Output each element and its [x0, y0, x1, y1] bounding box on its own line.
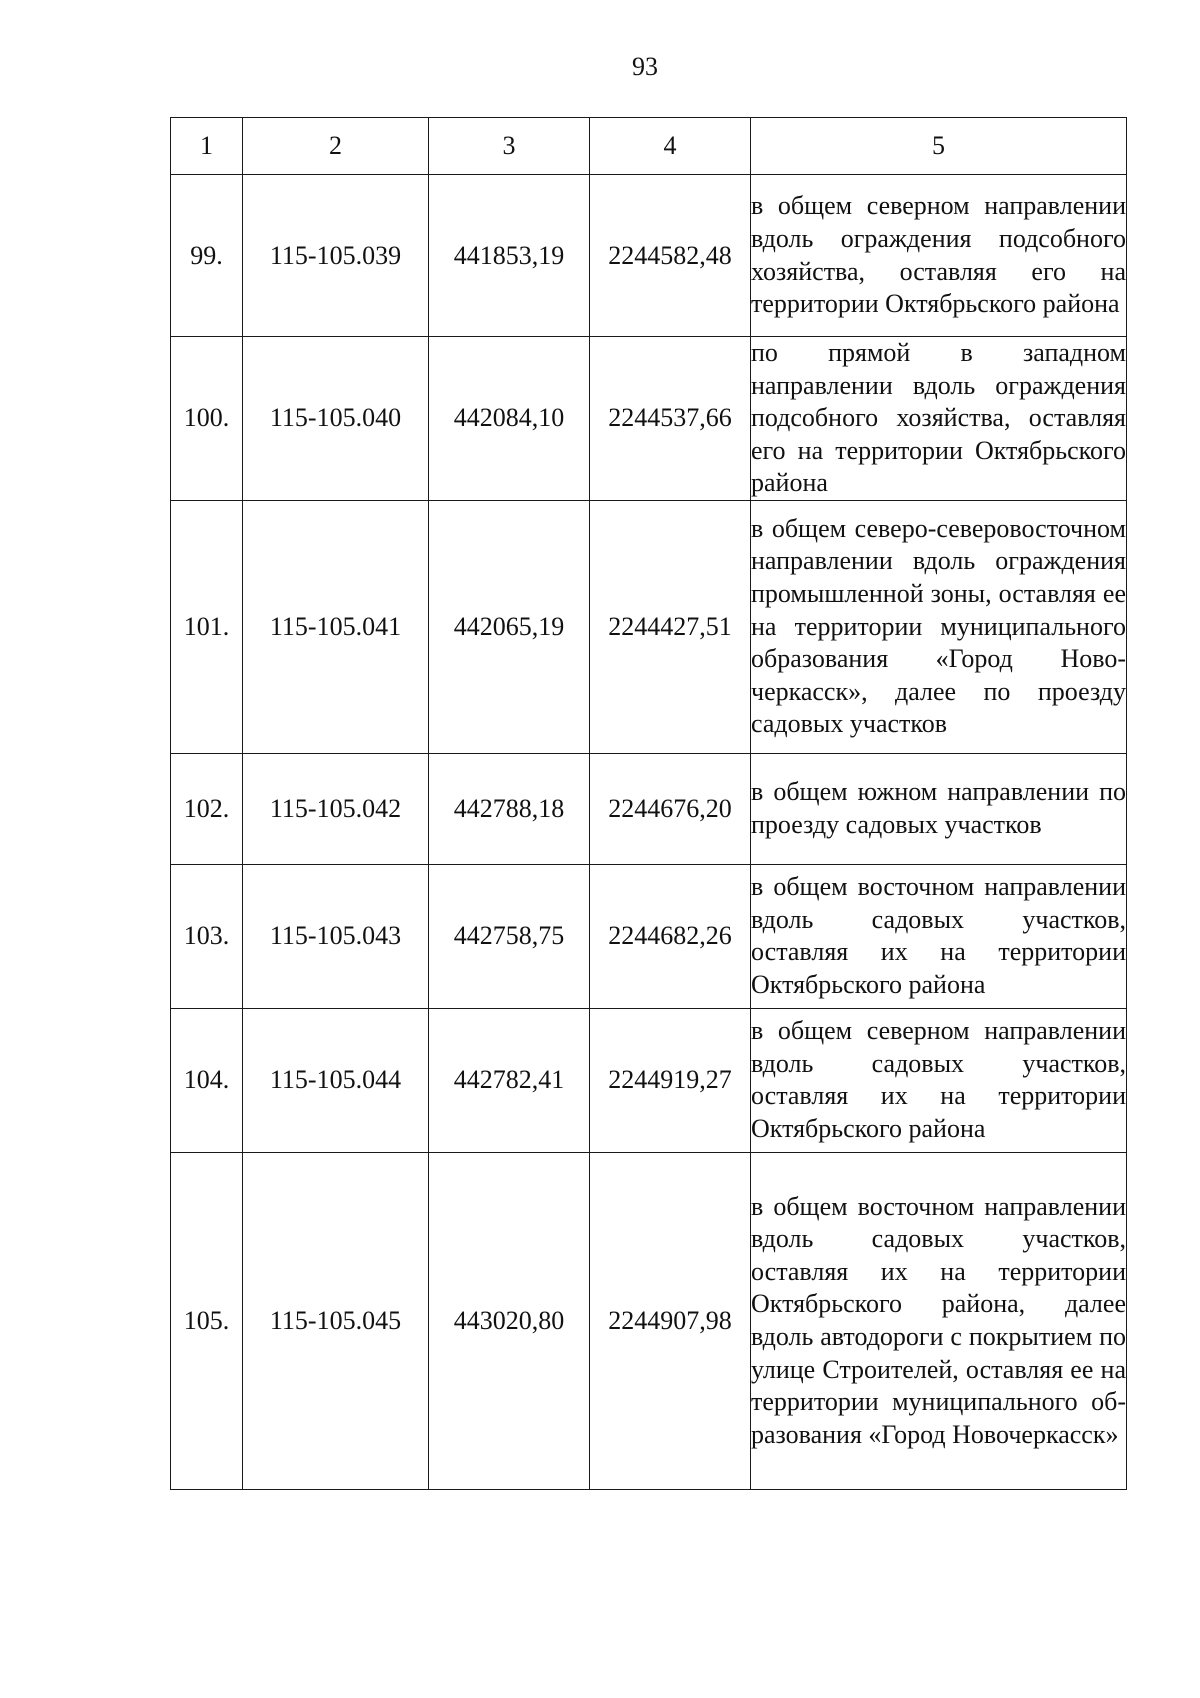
- boundary-description: в общем восточном направлении вдоль садовых участков, оставляя их на территории Октябрьского района, далее вдоль автодороги с покрытием по улице Строителей, оставляя ее на территории муниципального образования «Город Новочеркасск»: [751, 1152, 1127, 1489]
- column-header-2: 2: [243, 118, 429, 175]
- column-header-4: 4: [590, 118, 751, 175]
- coordinate-x: 442758,75: [429, 864, 590, 1008]
- table-header-row: [171, 118, 1127, 175]
- row-number: 103.: [171, 864, 243, 1008]
- coordinate-x: 443020,80: [429, 1152, 590, 1489]
- table-row: [171, 337, 1127, 501]
- boundary-description: в общем южном направлении по проезду садовых участков: [751, 753, 1127, 864]
- column-header-3: 3: [429, 118, 590, 175]
- coordinate-y: 2244919,27: [590, 1008, 751, 1152]
- point-code: 115-105.042: [243, 753, 429, 864]
- boundary-points-table: [170, 117, 1127, 1490]
- row-number: 105.: [171, 1152, 243, 1489]
- row-number: 102.: [171, 753, 243, 864]
- table-row: [171, 1152, 1127, 1489]
- table-row: [171, 864, 1127, 1008]
- coordinate-x: 442065,19: [429, 500, 590, 753]
- boundary-description: в общем северном направлении вдоль ограждения подсобного хозяйства, оставляя его на территории Октябрьского района: [751, 175, 1127, 337]
- coordinate-y: 2244682,26: [590, 864, 751, 1008]
- coordinate-x: 441853,19: [429, 175, 590, 337]
- row-number: 99.: [171, 175, 243, 337]
- coordinate-x: 442084,10: [429, 337, 590, 501]
- coordinate-y: 2244582,48: [590, 175, 751, 337]
- row-number: 104.: [171, 1008, 243, 1152]
- boundary-description: в общем восточном направлении вдоль садовых участков, оставляя их на территории Октябрьского района: [751, 864, 1127, 1008]
- table-row: [171, 175, 1127, 337]
- boundary-description: в общем северном направлении вдоль садовых участков, оставляя их на территории Октябрьского района: [751, 1008, 1127, 1152]
- coordinate-y: 2244676,20: [590, 753, 751, 864]
- point-code: 115-105.040: [243, 337, 429, 501]
- row-number: 101.: [171, 500, 243, 753]
- column-header-5: 5: [751, 118, 1127, 175]
- point-code: 115-105.045: [243, 1152, 429, 1489]
- point-code: 115-105.043: [243, 864, 429, 1008]
- table-row: [171, 500, 1127, 753]
- boundary-description: в общем северо-северовосточном направлении вдоль ограждения промышленной зоны, оставляя ее на территории муниципального образования «Город Новочеркасск», далее по проезду садовых участков: [751, 500, 1127, 753]
- point-code: 115-105.041: [243, 500, 429, 753]
- table-row: [171, 1008, 1127, 1152]
- coordinate-x: 442782,41: [429, 1008, 590, 1152]
- row-number: 100.: [171, 337, 243, 501]
- coordinate-y: 2244537,66: [590, 337, 751, 501]
- table-row: [171, 753, 1127, 864]
- boundary-description: по прямой в западном направлении вдоль ограждения подсобного хозяйства, оставляя его на территории Октябрьского района: [751, 337, 1127, 501]
- coordinate-y: 2244907,98: [590, 1152, 751, 1489]
- coordinate-y: 2244427,51: [590, 500, 751, 753]
- page-number: 93: [632, 52, 658, 81]
- point-code: 115-105.044: [243, 1008, 429, 1152]
- column-header-1: 1: [171, 118, 243, 175]
- coordinate-x: 442788,18: [429, 753, 590, 864]
- point-code: 115-105.039: [243, 175, 429, 337]
